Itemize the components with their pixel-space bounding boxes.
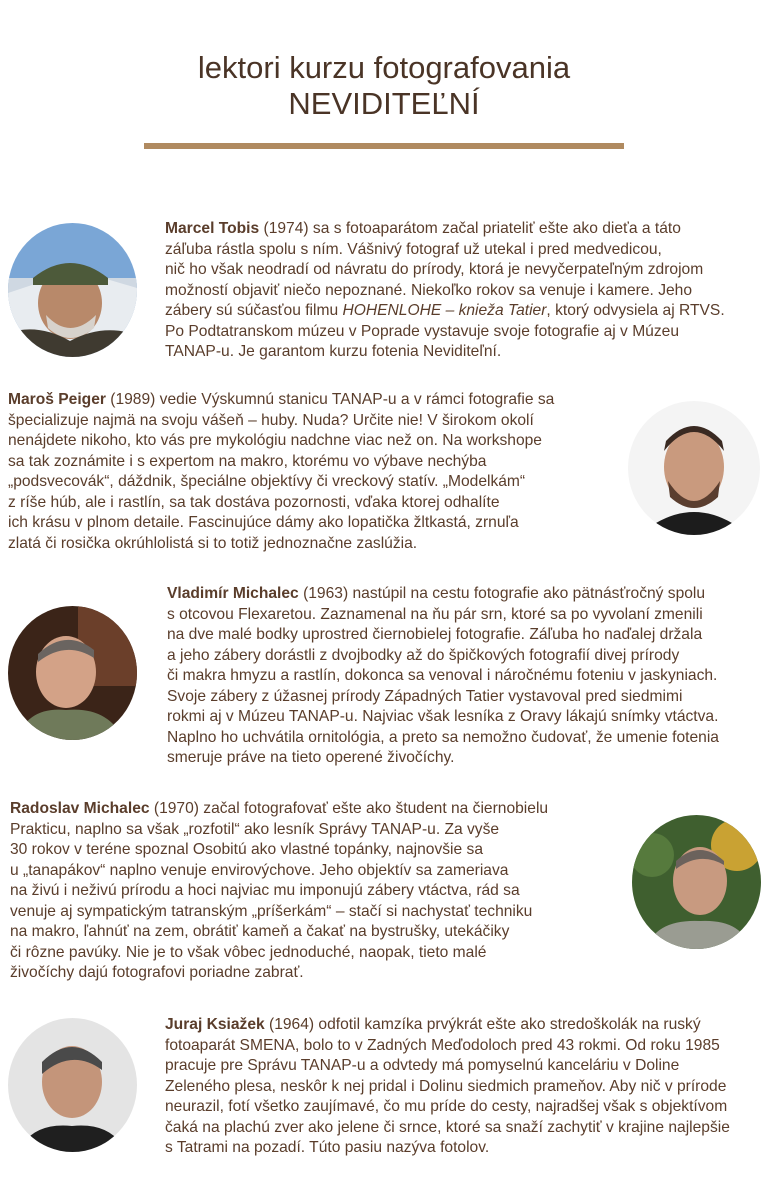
bio-name: Juraj Ksiažek: [165, 1016, 265, 1033]
title-divider: [144, 143, 624, 149]
bio-maros-peiger: Maroš Peiger (1989) vedie Výskumnú stanicu TANAP-u a v rámci fotografie sa špecializuje najmä na svoju vášeň – huby. Nuda? Určite nie! V širokom okolí nenájdete nikoho, kto vás pre mykológiu nadchne viac než on. Na workshope sa tak zoznámite i s expertom na makro, ktorému vo výbave nechýba „podsvecovák“, dáždnik, špeciálne objektívy či vreckový statív. „Modelkám“ z ríše húb, ale i rastlín, sa tak dostáva pozornosti, vďaka ktorej odhalíte ich krásu v plnom detaile. Fascinujúce dámy ako lopatička žltkastá, zrnuľa zlatá či rosička okrúhlolistá si to totiž jednoznačne zaslúžia.: [8, 391, 555, 552]
bio-name: Radoslav Michalec: [10, 800, 150, 817]
portrait-maros-peiger: [628, 401, 760, 535]
portrait-juraj-ksiazek: [8, 1018, 137, 1152]
bio-name: Maroš Peiger: [8, 391, 106, 408]
bio-radoslav-michalec: Radoslav Michalec (1970) začal fotografovať ešte ako študent na čiernobielu Prakticu, naplno sa však „rozfotil“ ako lesník Správy TANAP-u. Za vyše 30 rokov v teréne spoznal Osobitú ako vlastné topánky, najnovšie sa u „tanapákov“ naplno venuje envirovýchove. Jeho objektív sa zameriava na živú i neživú prírodu a hoci najviac mu imponujú zábery vtáctva, rád sa venuje aj sympatickým tatranským „príšerkám“ – stačí si nachystať techniku na makro, ľahnúť na zem, obrátiť kameň a čakať na bystrušky, utekáčiky či rôzne pavúky. Nie je to však vôbec jednoduché, naopak, tieto malé živočíchy dajú fotografovi poriadne zabrať.: [10, 800, 549, 981]
film-title: HOHENLOHE – knieža Tatier: [342, 302, 547, 319]
bio-name: Marcel Tobis: [165, 220, 260, 237]
page-title-line2: NEVIDITEĽNÍ: [288, 86, 480, 121]
bio-marcel-tobis: Marcel Tobis (1974) sa s fotoaparátom začal priateliť ešte ako dieťa a táto záľuba rástla spolu s ním. Vášnivý fotograf už utekal i pred medvedicou, nič ho však neodradí od návratu do prírody, ktorá je nevyčerpateľným zdrojom možností objaviť niečo nepoznané. Niekoľko rokov sa venuje i kamere. Jeho zábery sú súčasťou filmu HOHENLOHE – knieža Tatier, ktorý odvysiela aj RTVS. Po Podtatranskom múzeu v Poprade vystavuje svoje fotografie aj v Múzeu TANAP-u. Je garantom kurzu fotenia Neviditeľní.: [165, 220, 725, 360]
page-title-line1: lektori kurzu fotografovania: [197, 50, 571, 85]
portrait-vladimir-michalec: [8, 606, 137, 740]
page-header: [0, 50, 768, 122]
portrait-radoslav-michalec: [632, 815, 761, 949]
bio-juraj-ksiazek: Juraj Ksiažek (1964) odfotil kamzíka prvýkrát ešte ako stredoškolák na ruský fotoaparát SMENA, bolo to v Zadných Meďodoloch pred 43 rokmi. Od roku 1985 pracuje pre Správu TANAP-u a odvtedy má pomyselnú kanceláriu v Doline Zeleného plesa, neskôr k nej pridal i Dolinu siedmich prameňov. Aby nič v prírode neurazil, fotí všetko zaujímavé, čo mu príde do cesty, najradšej však s objektívom čaká na plachú zver ako jelene či srnce, ktoré sa snaží zachytiť v krajine najlepšie s Tatrami na pozadí. Túto pasiu nazýva fotolov.: [165, 1016, 730, 1156]
bio-vladimir-michalec: Vladimír Michalec (1963) nastúpil na cestu fotografie ako pätnásťročný spolu s otcovou Flexaretou. Zaznamenal na ňu pár srn, ktoré sa po vyvolaní zmenili na dve malé bodky uprostred čiernobielej fotografie. Záľuba ho naďalej držala a jeho zábery dorástli z dvojbodky až do špičkových fotografií divej prírody či makra hmyzu a rastlín, dokonca sa venoval i náročnému foteniu v jaskyniach. Svoje zábery z úžasnej prírody Západných Tatier vystavoval pred siedmimi rokmi aj v Múzeu TANAP-u. Najviac však lesníka z Oravy lákajú snímky vtáctva. Naplno ho uchvátila ornitológia, a preto sa nemožno čudovať, že umenie fotenia smeruje práve na tieto operené živočíchy.: [167, 585, 719, 766]
portrait-marcel-tobis: [8, 223, 137, 357]
bio-name: Vladimír Michalec: [167, 585, 299, 602]
